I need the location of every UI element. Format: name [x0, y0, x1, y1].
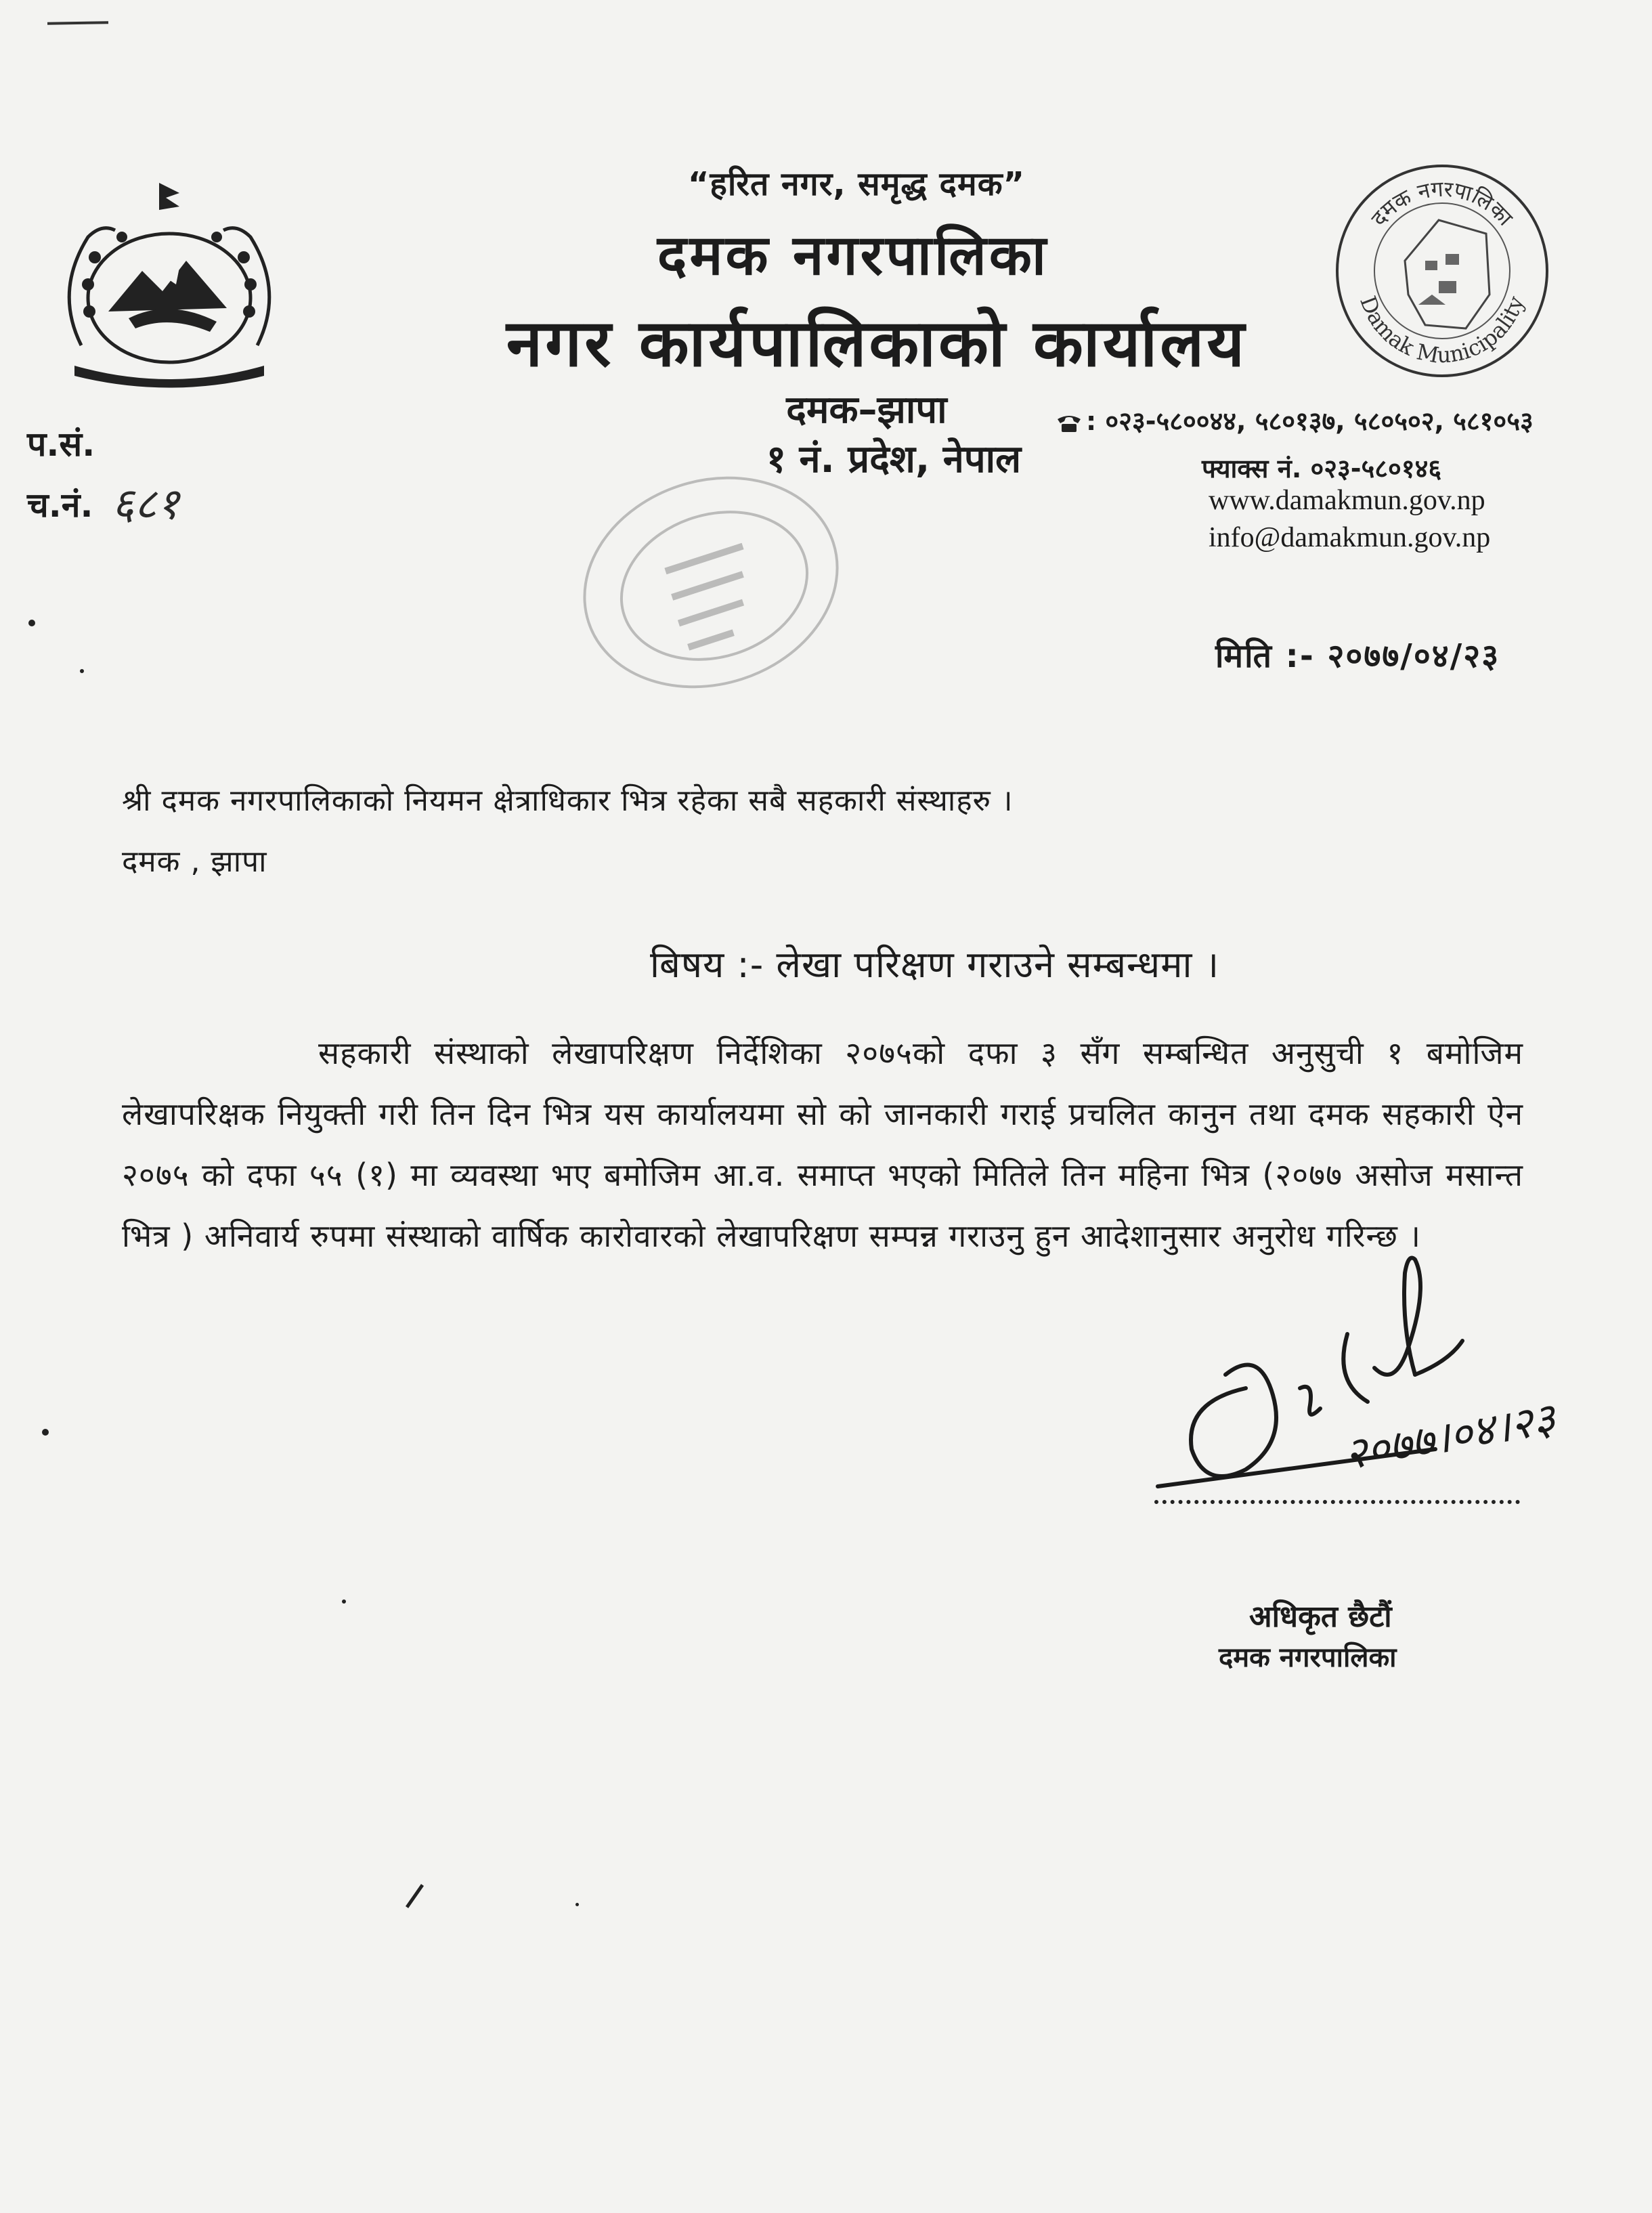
chalani-number-label: च.नं.	[27, 486, 93, 525]
office-name: नगर कार्यपालिकाको कार्यालय	[506, 305, 1248, 381]
pen-stroke-mark	[406, 1884, 424, 1908]
top-pen-mark	[47, 21, 108, 25]
recipient-line-1: श्री दमक नगरपालिकाको नियमन क्षेत्राधिकार भित्र रहेका सबै सहकारी संस्थाहरु ।	[122, 783, 1014, 818]
recipient-line-2: दमक , झापा	[122, 844, 267, 879]
chalani-number-value: ६८१	[112, 479, 179, 530]
paper-speck	[80, 669, 84, 673]
office-stamp-icon	[569, 467, 853, 711]
telephone-icon	[1056, 414, 1082, 433]
paper-speck	[575, 1903, 579, 1906]
letter-date: मिति :- २०७७/०४/२३	[1215, 637, 1500, 675]
paper-speck	[42, 1429, 49, 1436]
address-line-2: १ नं. प्रदेश, नेपाल	[766, 437, 1022, 481]
patra-sankhya-label: प.सं.	[27, 425, 95, 464]
phone-numbers: : ०२३-५८००४४, ५८०१३७, ५८०५०२, ५८१०५३	[1086, 406, 1534, 436]
municipality-seal-icon	[1330, 159, 1554, 383]
contact-email: info@damakmun.gov.np	[1209, 522, 1491, 553]
contact-phone	[1056, 403, 1534, 438]
address-line-1: दमक–झापा	[786, 388, 947, 432]
municipality-name: दमक नगरपालिका	[657, 223, 1049, 288]
paper-speck	[28, 620, 35, 626]
letter-subject: बिषय :- लेखा परिक्षण गराउने सम्बन्धमा ।	[650, 943, 1220, 986]
contact-website: www.damakmun.gov.np	[1209, 485, 1485, 516]
letter-body: सहकारी संस्थाको लेखापरिक्षण निर्देशिका २०७५को दफा ३ सँग सम्बन्धित अनुसुची १ बमोजिम लेखापरिक्षक नियुक्ती गरी तिन दिन भित्र यस कार्यालयमा सो को जानकारी गराई प्रचलित कानुन तथा दमक सहकारी ऐन २०७५ को दफा ५५ (१) मा व्यवस्था भए बमोजिम आ.व. समाप्त भएको मितिले तिन महिना भित्र (२०७७ असोज मसान्त भित्र ) अनिवार्य रुपमा संस्थाको वार्षिक कारोवारको लेखापरिक्षण सम्पन्न गराउनु हुन आदेशानुसार अनुरोध गरिन्छ ।	[122, 1035, 1523, 1254]
signer-organization: दमक नगरपालिका	[1219, 1642, 1397, 1673]
handwritten-date: २०७७।०४।२३	[1340, 1394, 1559, 1480]
signer-title: अधिकृत छैटौं	[1249, 1599, 1392, 1634]
signature-dotted-line	[1154, 1500, 1520, 1504]
paper-speck	[342, 1599, 346, 1604]
seal-bottom-text: Damak Municipality	[1355, 292, 1529, 368]
contact-fax: फ्याक्स नं. ०२३-५८०१४६	[1202, 454, 1442, 484]
handwritten-signature	[1144, 1246, 1591, 1530]
seal-top-text: दमक नगरपालिका	[1366, 175, 1519, 232]
slogan: “हरित नगर, समृद्ध दमक”	[687, 165, 1026, 203]
